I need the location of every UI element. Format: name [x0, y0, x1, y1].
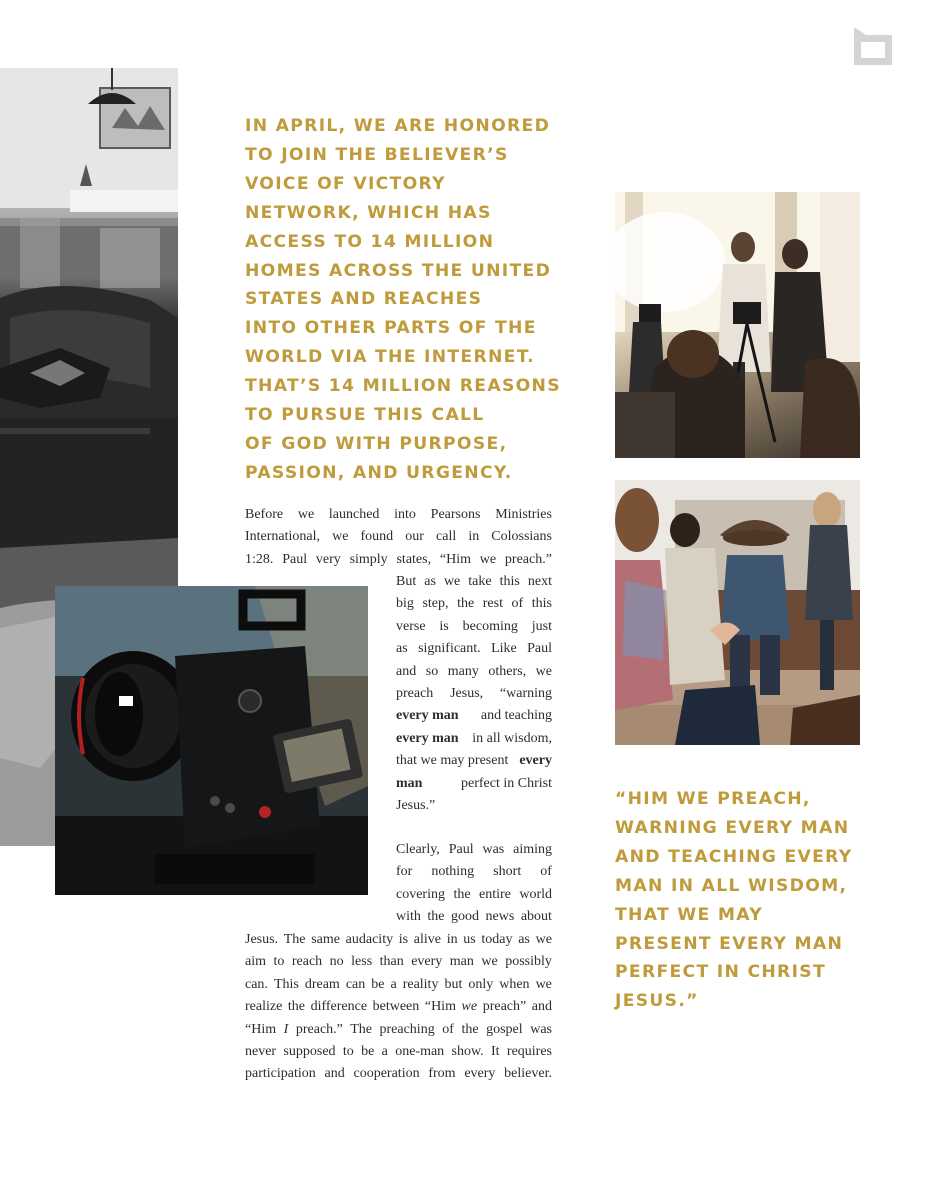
- body-word: This: [273, 976, 299, 992]
- body-word: call: [436, 529, 457, 545]
- headline-line: IN APRIL, WE ARE HONORED: [245, 116, 551, 136]
- body-word: of: [511, 596, 524, 612]
- body-word: Jesus.: [245, 932, 279, 947]
- pull-quote-line: PRESENT EVERY MAN: [615, 933, 844, 954]
- body-line: Jesus.”: [396, 798, 436, 814]
- body-word: than: [379, 954, 404, 970]
- pull-quote-line: THAT WE MAY: [615, 904, 763, 925]
- body-word: can.: [245, 976, 268, 992]
- body-word: preach: [396, 686, 434, 702]
- body-word: with: [396, 909, 421, 925]
- body-word: less: [351, 954, 373, 970]
- body-word: “warning: [499, 686, 552, 702]
- body-word: entire: [479, 886, 511, 902]
- logo-icon: [852, 25, 894, 67]
- emphasis-we: we: [461, 999, 478, 1015]
- emphasis-man: man: [396, 775, 423, 791]
- body-word: we: [297, 507, 315, 522]
- body-line: [245, 526, 552, 548]
- body-word: rest: [482, 596, 503, 612]
- body-word: “Him: [439, 551, 471, 567]
- headline-line: TO JOIN THE BELIEVER’S: [245, 144, 509, 165]
- body-line: [245, 504, 552, 526]
- body-line: [245, 929, 552, 951]
- film-crew-photo: [615, 192, 860, 458]
- body-word: aiming: [513, 842, 552, 857]
- body-word: as: [424, 574, 436, 589]
- body-word: dream: [304, 976, 340, 992]
- body-word: big: [396, 596, 414, 612]
- body-word: be: [371, 976, 385, 992]
- body-word: is: [398, 932, 409, 947]
- body-line: [396, 683, 552, 705]
- pull-quote-line: WARNING EVERY MAN: [615, 817, 850, 838]
- body-word: step,: [422, 596, 449, 612]
- body-word: very: [315, 551, 341, 567]
- body-word: audacity: [345, 932, 394, 947]
- body-word: as: [396, 641, 408, 657]
- body-word: covering: [396, 886, 445, 902]
- headline-line: PASSION, AND URGENCY.: [245, 462, 513, 483]
- group-discussion-photo: [615, 480, 860, 745]
- body-line: [396, 661, 552, 683]
- pull-quote-line: AND TEACHING EVERY: [615, 846, 853, 867]
- body-word: becoming: [462, 618, 518, 634]
- body-word: us: [463, 932, 476, 947]
- emphasis-i: I: [283, 1021, 289, 1037]
- body-line: [396, 638, 552, 660]
- body-line: [396, 616, 552, 638]
- publisher-logo: [852, 25, 894, 67]
- body-word: Before: [245, 507, 284, 522]
- body-text: preach.” The preaching of the gospel was: [288, 1021, 552, 1037]
- emphasis-every: every: [519, 753, 552, 769]
- body-line: never supposed to be a one-man show. It requires: [245, 1044, 552, 1060]
- body-word: news: [485, 909, 515, 925]
- body-text: preach” and: [477, 999, 553, 1015]
- body-word: but: [444, 976, 463, 992]
- body-word: preach.”: [504, 551, 552, 567]
- body-word: when: [499, 976, 530, 992]
- body-word: we: [479, 551, 497, 567]
- pull-quote-line: PERFECT IN CHRIST: [615, 962, 826, 983]
- body-word: only: [468, 976, 494, 992]
- headline-line: INTO OTHER PARTS OF THE: [245, 318, 537, 339]
- body-word: the: [427, 909, 445, 925]
- body-word: Jesus,: [450, 686, 484, 702]
- body-word: we: [535, 663, 552, 679]
- body-word: world: [519, 886, 552, 902]
- body-line: [396, 884, 552, 906]
- emphasis-every-man: every man: [396, 730, 459, 746]
- body-line: [396, 906, 552, 928]
- body-word: just: [531, 618, 552, 634]
- body-word: alive: [413, 932, 442, 947]
- body-line: [396, 839, 552, 861]
- body-word: launched: [328, 507, 380, 522]
- body-line: [396, 861, 552, 883]
- body-word: every: [411, 954, 443, 970]
- body-word: we: [332, 529, 349, 545]
- body-word: others,: [488, 663, 527, 679]
- body-line: [396, 773, 552, 795]
- body-word: same: [311, 932, 340, 947]
- body-word: we: [535, 976, 552, 992]
- body-line: [396, 728, 552, 750]
- body-line: [396, 593, 552, 615]
- body-text: in all wisdom,: [472, 730, 552, 746]
- body-word: in: [468, 529, 480, 545]
- body-word: a: [390, 976, 397, 992]
- body-word: states,: [396, 551, 432, 567]
- headline: [245, 112, 565, 488]
- body-word: significant.: [418, 641, 481, 657]
- body-word: we: [443, 574, 461, 589]
- body-word: our: [405, 529, 424, 545]
- headline-line: TO PURSUE THIS CALL: [245, 405, 485, 426]
- body-word: can: [345, 976, 366, 992]
- headline-line: THAT’S 14 MILLION REASONS: [245, 376, 561, 397]
- body-line: [245, 974, 552, 996]
- body-word: Paul: [527, 641, 552, 657]
- headline-line: STATES AND REACHES: [245, 289, 483, 310]
- body-text: and teaching: [480, 708, 552, 724]
- body-line: [396, 705, 552, 727]
- body-word: as: [518, 932, 530, 947]
- body-line: [396, 571, 552, 593]
- body-word: reach: [291, 954, 323, 970]
- body-word: 1:28.: [245, 551, 274, 567]
- body-word: the: [453, 886, 471, 902]
- body-column-narrow-2: [396, 839, 552, 929]
- body-word: found: [360, 529, 394, 545]
- body-word: possibly: [505, 954, 552, 970]
- body-word: today: [481, 932, 513, 947]
- headline-line: VOICE OF VICTORY: [245, 173, 446, 194]
- body-word: good: [451, 909, 480, 925]
- body-word: Colossians: [491, 529, 552, 545]
- body-word: Clearly,: [396, 842, 440, 857]
- headline-line: WORLD VIA THE INTERNET.: [245, 347, 535, 368]
- body-word: is: [439, 618, 449, 634]
- body-word: Paul: [448, 842, 474, 857]
- headline-line: HOMES ACROSS THE UNITED: [245, 260, 552, 281]
- body-word: no: [329, 954, 344, 970]
- body-line: [245, 549, 552, 571]
- body-word: about: [520, 909, 552, 925]
- cinema-camera-photo: [55, 586, 368, 895]
- body-word: take: [468, 574, 492, 589]
- body-text: “Him: [245, 1021, 284, 1037]
- body-line: [245, 951, 552, 973]
- pull-quote-line: JESUS.”: [615, 991, 699, 1012]
- body-word: Pearsons: [430, 507, 481, 522]
- body-word: many: [447, 663, 479, 679]
- body-word: to: [273, 954, 285, 970]
- headline-line: NETWORK, WHICH HAS: [245, 202, 492, 223]
- body-word: in: [446, 932, 458, 947]
- body-word: next: [527, 574, 552, 589]
- body-word: so: [425, 663, 439, 679]
- body-word: man: [449, 954, 474, 970]
- body-word: was: [482, 842, 505, 857]
- pull-quote-line: “HIM WE PREACH,: [615, 789, 811, 809]
- body-word: for: [396, 864, 413, 880]
- body-word: But: [396, 574, 417, 589]
- body-word: and: [396, 663, 417, 679]
- pull-quote-line: MAN IN ALL WISDOM,: [615, 875, 848, 896]
- body-word: we: [535, 932, 552, 947]
- body-line: [245, 1019, 552, 1041]
- body-paragraph-closing: [245, 929, 552, 1086]
- headline-line: OF GOD WITH PURPOSE,: [245, 433, 508, 454]
- body-word: Paul: [282, 551, 308, 567]
- body-word: verse: [396, 618, 426, 634]
- body-word: nothing: [431, 864, 475, 880]
- body-word: of: [540, 864, 552, 880]
- body-word: into: [394, 507, 416, 522]
- body-column-narrow: [396, 571, 552, 817]
- body-line: [245, 996, 552, 1018]
- body-word: The: [283, 932, 306, 947]
- body-word: we: [481, 954, 498, 970]
- body-word: short: [493, 864, 522, 880]
- body-paragraph-intro: [245, 504, 552, 571]
- pull-quote: [615, 785, 875, 1016]
- body-word: International,: [245, 529, 321, 545]
- headline-line: ACCESS TO 14 MILLION: [245, 231, 495, 252]
- body-word: Like: [491, 641, 517, 657]
- body-word: aim: [245, 954, 266, 970]
- body-word: simply: [349, 551, 388, 567]
- body-word: the: [457, 596, 475, 612]
- emphasis-every-man: every man: [396, 708, 459, 724]
- body-word: Ministries: [495, 507, 552, 522]
- body-word: this: [499, 574, 520, 589]
- body-line: participation and cooperation from every believer.: [245, 1066, 552, 1082]
- body-line: [396, 750, 552, 772]
- body-text: realize the difference between “Him: [245, 999, 462, 1015]
- body-text: perfect in Christ: [461, 775, 552, 791]
- body-text: that we may present: [396, 753, 509, 769]
- body-word: this: [531, 596, 552, 612]
- body-word: reality: [402, 976, 439, 992]
